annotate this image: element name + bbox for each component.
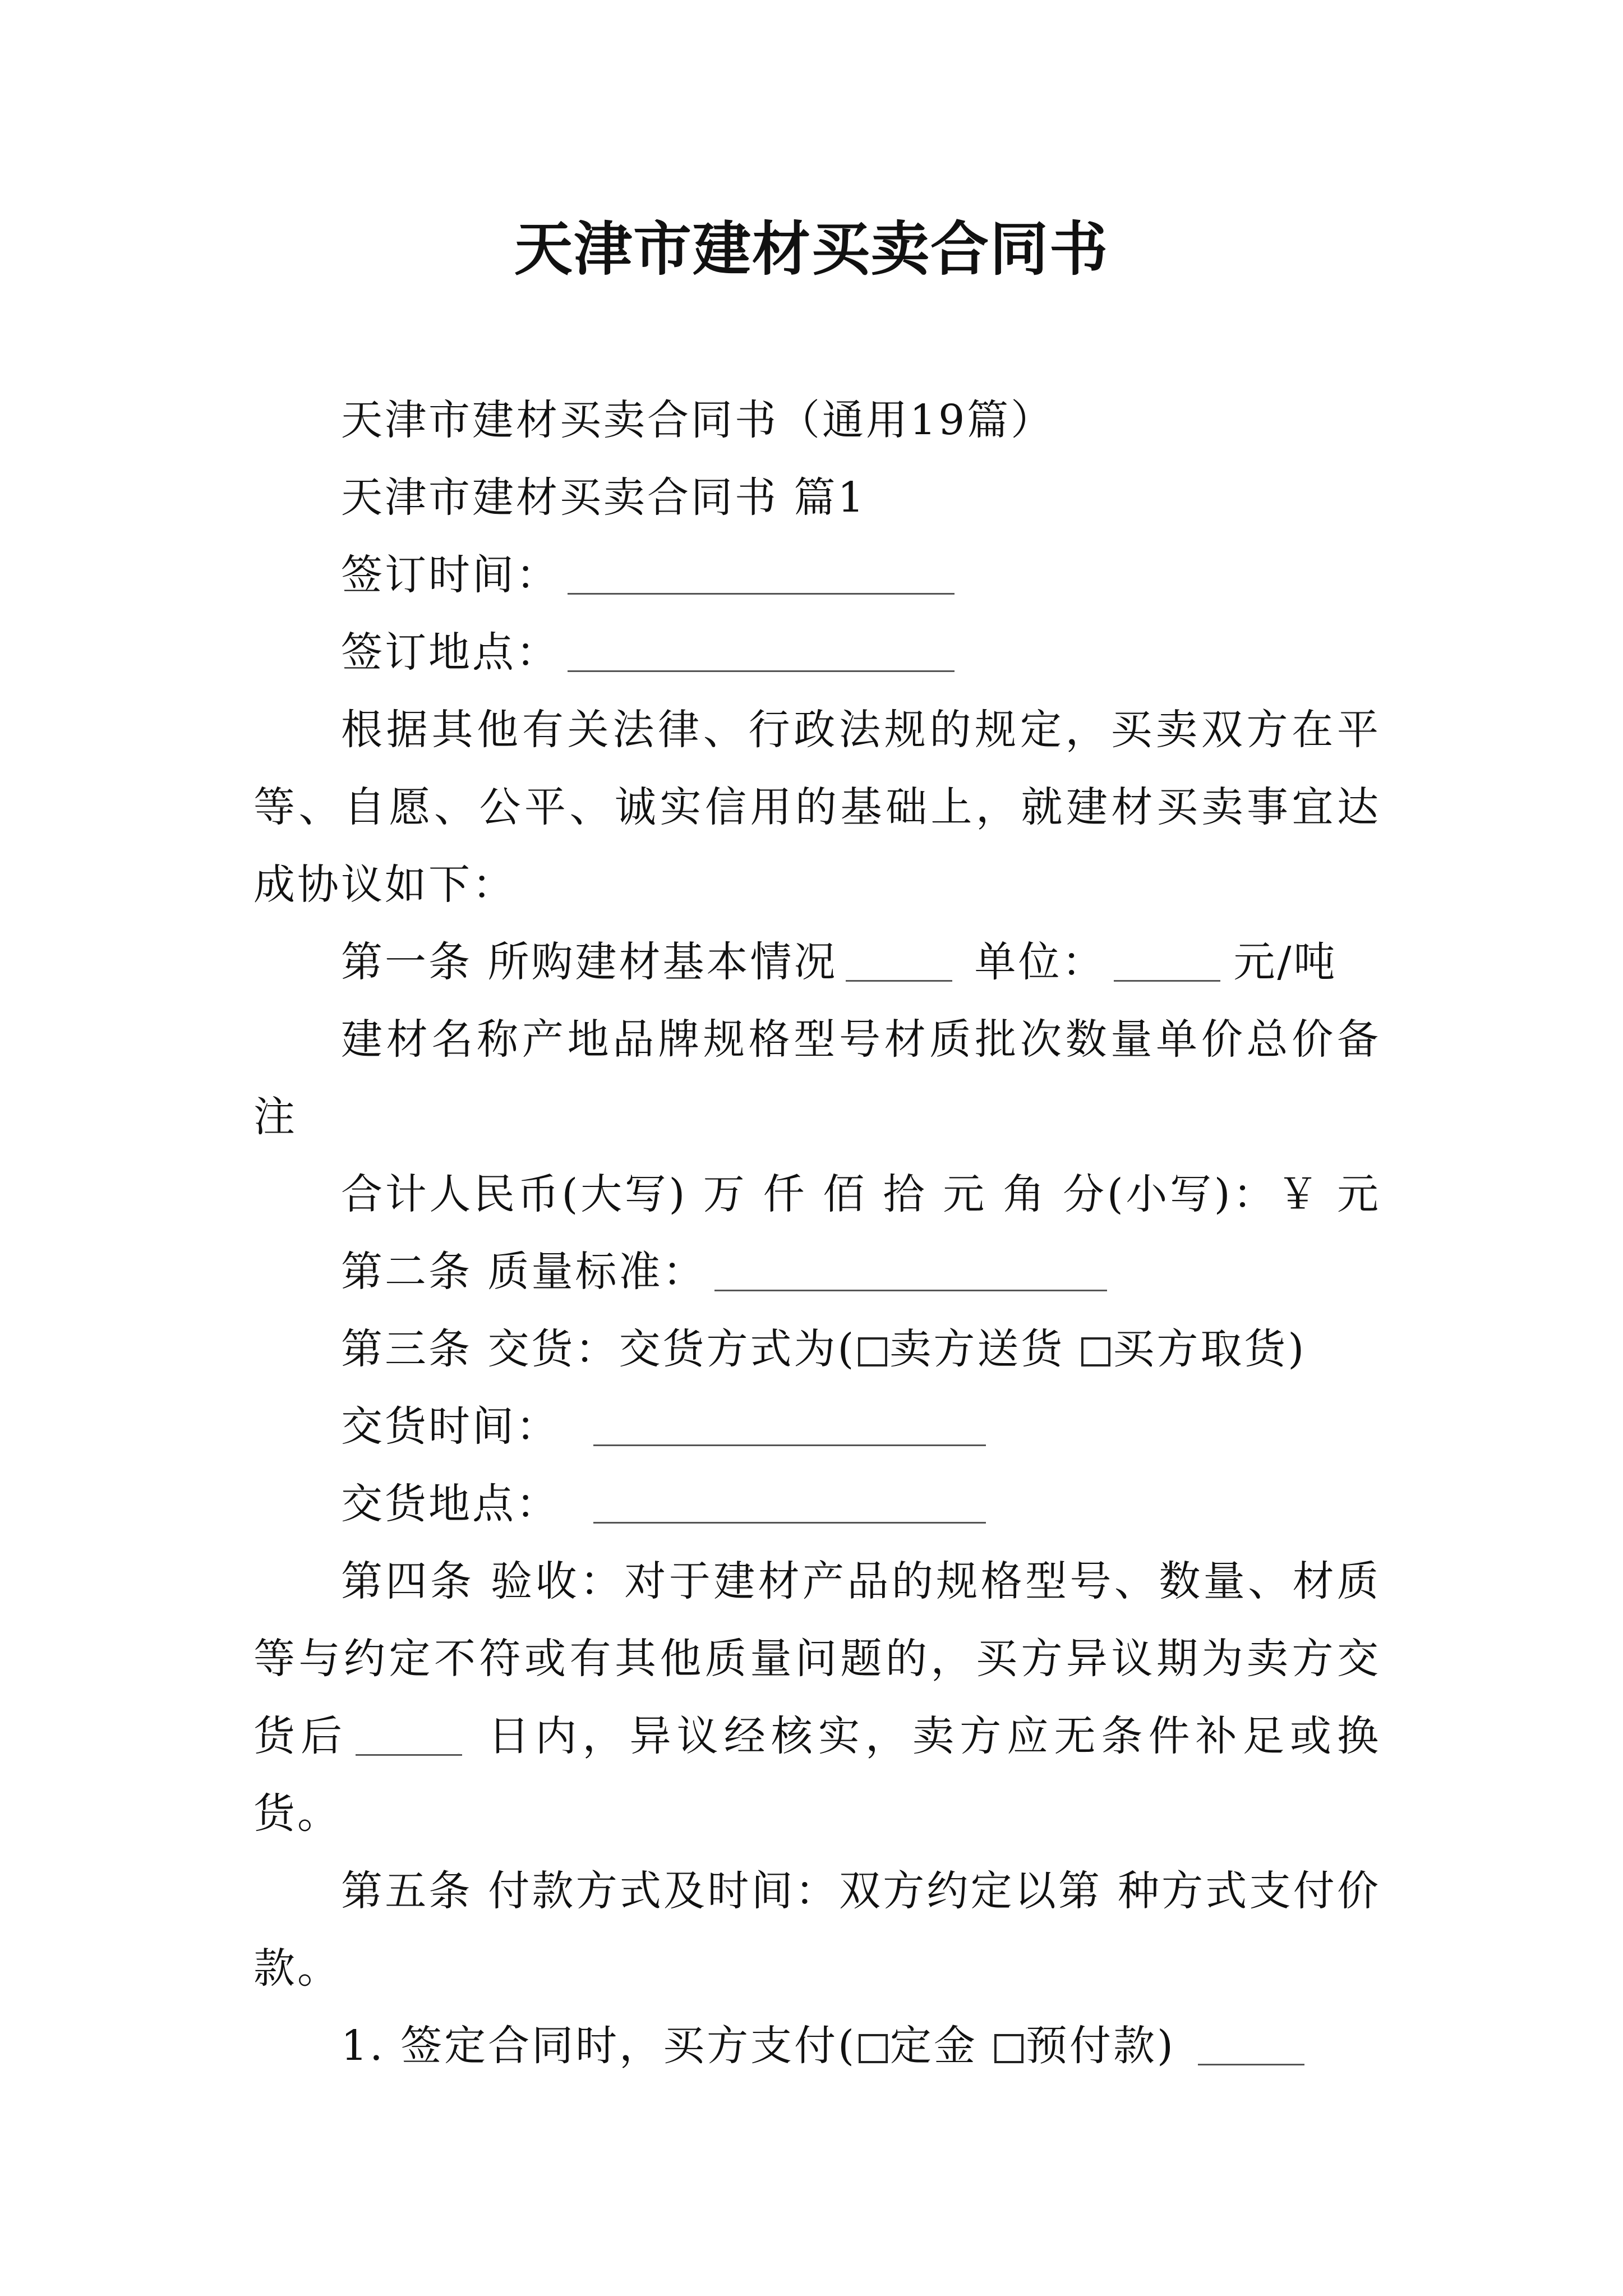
intro-paragraph: 根据其他有关法律、行政法规的规定，买卖双方在平等、自愿、公平、诚实信用的基础上，就建材买卖事宜达成协议如下：	[253, 706, 1381, 909]
article-3-label: 第三条 交货：交货方式为(	[341, 1325, 856, 1373]
delivery-place-blank[interactable]	[593, 1481, 986, 1524]
columns-line: 建材名称产地品牌规格型号材质批次数量单价总价备注	[253, 1015, 1381, 1141]
item-1-amount-blank[interactable]	[1198, 2023, 1304, 2065]
unit-label: 单位：	[974, 938, 1106, 986]
total-line: 合计人民币(大写) 万 仟 佰 拾 元 角 分(小写)：￥ 元	[341, 1170, 1381, 1218]
prepayment-label: 预付款)	[1026, 2022, 1175, 2070]
article-4-text: 第四条 验收：对于建材产品的规格型号、数量、材质等与约定不符或有其他质量问题的，买方异议期为卖方交货后	[253, 1557, 1381, 1760]
seller-delivery-checkbox[interactable]	[858, 1337, 887, 1366]
article-4-text-end: 日内，异议经核实，卖方应无条件补足或换货。	[253, 1712, 1381, 1838]
document-title: 天津市建材买卖合同书	[514, 214, 1109, 283]
sign-place-blank[interactable]	[568, 630, 955, 672]
prepayment-checkbox[interactable]	[994, 2034, 1023, 2063]
unit-suffix: 元/吨	[1233, 938, 1338, 986]
buyer-pickup-checkbox[interactable]	[1081, 1337, 1110, 1366]
article-1-blank-1[interactable]	[846, 940, 952, 982]
delivery-place-label: 交货地点：	[341, 1480, 560, 1528]
subtitle-line: 天津市建材买卖合同书（通用19篇）	[341, 396, 1055, 444]
item-1-line	[253, 2007, 1381, 2085]
delivery-time-line	[253, 1388, 1381, 1465]
deposit-checkbox[interactable]	[859, 2034, 888, 2063]
document-body	[253, 381, 1381, 2085]
sign-time-line	[253, 536, 1381, 614]
article-5-paragraph: 第五条 付款方式及时间：双方约定以第 种方式支付价款。	[253, 1867, 1381, 1993]
article-1-blank-2[interactable]	[1114, 940, 1220, 982]
sign-time-label: 签订时间：	[341, 551, 560, 599]
sign-place-line	[253, 614, 1381, 691]
deposit-label: 定金	[890, 2022, 978, 2070]
delivery-time-label: 交货时间：	[341, 1402, 560, 1451]
sign-place-label: 签订地点：	[341, 628, 560, 677]
article-4-paragraph	[253, 1543, 1381, 1852]
article-1-line	[253, 923, 1381, 1001]
objection-days-blank[interactable]	[356, 1714, 462, 1756]
sign-time-blank[interactable]	[568, 553, 955, 595]
quality-standard-blank[interactable]	[714, 1249, 1107, 1291]
chapter-line: 天津市建材买卖合同书 篇1	[341, 473, 866, 522]
delivery-time-blank[interactable]	[593, 1404, 986, 1446]
item-1-label: 1. 签定合同时，买方支付(	[341, 2022, 856, 2070]
delivery-place-line	[253, 1465, 1381, 1543]
article-3-line	[253, 1310, 1381, 1388]
article-2-line	[253, 1233, 1381, 1310]
article-2-label: 第二条 质量标准：	[341, 1248, 707, 1296]
seller-delivery-label: 卖方送货	[889, 1325, 1065, 1373]
buyer-pickup-label: 买方取货)	[1113, 1325, 1307, 1373]
article-1-label: 第一条 所购建材基本情况	[341, 938, 838, 986]
